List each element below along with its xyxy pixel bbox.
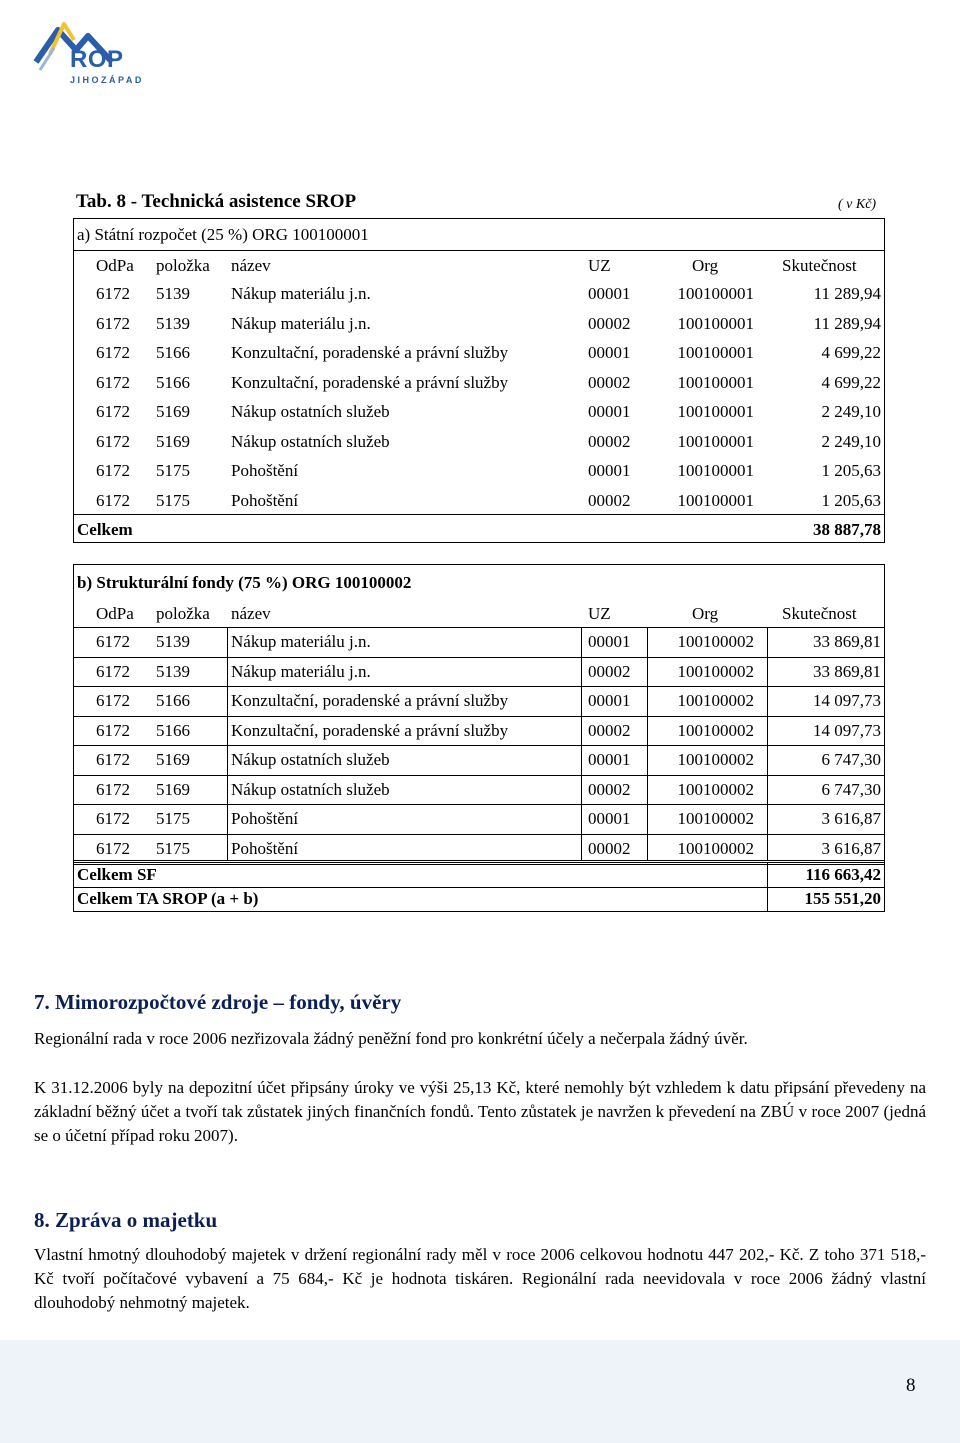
cell-skutecnost: 14 097,73 [813,720,881,740]
col-odpa: OdPa [96,604,134,623]
cell-org: 100100001 [677,431,754,451]
cell-odpa: 6172 [96,661,130,681]
cell-nazev: Nákup ostatních služeb [231,431,390,451]
cell-odpa: 6172 [96,402,130,421]
cell-odpa: 6172 [96,431,130,451]
cell-nazev: Nákup ostatních služeb [231,779,390,799]
col-nazev: název [231,604,271,623]
page-footer [0,1340,960,1443]
divider [74,627,884,628]
cell-polozka: 5166 [156,720,190,740]
cell-uz: 00001 [588,750,631,769]
divider [74,775,884,776]
cell-polozka: 5166 [156,372,190,392]
cell-polozka: 5166 [156,343,190,362]
cell-nazev: Nákup materiálu j.n. [231,284,371,303]
cell-odpa: 6172 [96,838,130,858]
table-row [74,338,884,367]
table-row [74,745,884,774]
cell-skutecnost: 1 205,63 [821,490,881,510]
cell-odpa: 6172 [96,490,130,510]
cell-polozka: 5169 [156,750,190,769]
table-row [74,427,884,456]
cell-polozka: 5169 [156,431,190,451]
cell-odpa: 6172 [96,313,130,333]
cell-skutecnost: 3 616,87 [821,838,881,858]
cell-org: 100100001 [677,343,754,362]
table-state-budget [73,218,885,543]
logo-subtitle: JIHOZÁPAD [70,75,144,85]
cell-skutecnost: 3 616,87 [821,809,881,828]
cell-nazev: Konzultační, poradenské a právní služby [231,691,509,710]
divider [647,627,648,861]
divider [74,834,884,835]
divider [74,887,884,888]
total-ta-value: 155 551,20 [804,889,881,908]
cell-org: 100100001 [677,402,754,421]
table-header [74,599,884,628]
cell-odpa: 6172 [96,809,130,828]
cell-uz: 00002 [588,313,631,333]
cell-polozka: 5169 [156,779,190,799]
totals-box [73,862,885,912]
cell-nazev: Nákup ostatních služeb [231,750,390,769]
cell-skutecnost: 2 249,10 [821,402,881,421]
cell-skutecnost: 14 097,73 [813,691,881,710]
cell-org: 100100002 [677,838,754,858]
cell-skutecnost: 1 205,63 [821,461,881,480]
cell-uz: 00001 [588,343,631,362]
total-a-value: 38 887,78 [813,520,881,539]
table-row [74,456,884,485]
cell-polozka: 5139 [156,313,190,333]
table-row [74,775,884,804]
cell-nazev: Nákup materiálu j.n. [231,632,371,651]
cell-odpa: 6172 [96,779,130,799]
cell-nazev: Pohoštění [231,490,299,510]
divider [767,627,768,861]
cell-org: 100100002 [677,779,754,799]
cell-uz: 00002 [588,490,631,510]
cell-uz: 00002 [588,431,631,451]
cell-skutecnost: 4 699,22 [821,343,881,362]
table-structural-funds [73,564,885,865]
cell-org: 100100002 [677,809,754,828]
col-odpa: OdPa [96,256,134,275]
cell-nazev: Nákup materiálu j.n. [231,313,371,333]
col-uz: UZ [588,256,611,275]
cell-odpa: 6172 [96,461,130,480]
table-row [74,368,884,397]
cell-odpa: 6172 [96,720,130,740]
col-skutecnost: Skutečnost [782,256,857,275]
cell-uz: 00002 [588,779,631,799]
cell-odpa: 6172 [96,343,130,362]
total-ta-label: Celkem TA SROP (a + b) [77,889,259,908]
cell-polozka: 5139 [156,632,190,651]
cell-skutecnost: 33 869,81 [813,661,881,681]
cell-polozka: 5139 [156,661,190,681]
divider [767,863,768,911]
cell-skutecnost: 11 289,94 [813,313,881,333]
cell-org: 100100001 [677,284,754,303]
cell-nazev: Konzultační, poradenské a právní služby [231,343,509,362]
table-row [74,309,884,338]
cell-uz: 00001 [588,402,631,421]
cell-org: 100100002 [677,720,754,740]
cell-org: 100100001 [677,461,754,480]
cell-polozka: 5166 [156,691,190,710]
cell-org: 100100002 [677,750,754,769]
col-org: Org [692,256,719,275]
cell-uz: 00001 [588,461,631,480]
table-title: Tab. 8 - Technická asistence SROP [76,191,357,212]
cell-org: 100100001 [677,490,754,510]
cell-org: 100100002 [677,632,754,651]
cell-odpa: 6172 [96,691,130,710]
table-row [74,804,884,833]
col-org: Org [692,604,719,623]
cell-org: 100100002 [677,661,754,681]
section-7-para-1: Regionální rada v roce 2006 nezřizovala žádný peněžní fond pro konkrétní účely a nečerpala žádný úvěr. [34,1029,748,1048]
cell-polozka: 5139 [156,284,190,303]
col-polozka: položka [156,256,210,275]
page-number: 8 [906,1375,916,1396]
cell-org: 100100002 [677,691,754,710]
cell-skutecnost: 33 869,81 [813,632,881,651]
cell-polozka: 5175 [156,838,190,858]
cell-uz: 00001 [588,284,631,303]
col-uz: UZ [588,604,611,623]
cell-odpa: 6172 [96,750,130,769]
divider [74,860,884,861]
cell-skutecnost: 4 699,22 [821,372,881,392]
cell-nazev: Nákup materiálu j.n. [231,661,371,681]
total-a-label: Celkem [77,520,133,539]
col-nazev: název [231,256,271,275]
col-polozka: položka [156,604,210,623]
logo-text: ROP [70,46,124,73]
divider [74,686,884,687]
table-row [74,657,884,686]
divider [74,514,884,515]
section-7-para-2: K 31.12.2006 byly na depozitní účet připsány úroky ve výši 25,13 Kč, které nemohly být vzhledem k datu připsání převedeny na základní běžný účet a tvoří tak zůstatek jiných finančních fondů. Tento zůstatek je navržen k převedení na ZBÚ v roce 2007 (jedná se o účetní případ roku 2007). [34,1078,926,1145]
table-header [74,251,884,280]
col-skutecnost: Skutečnost [782,604,857,623]
cell-nazev: Konzultační, poradenské a právní služby [231,372,509,392]
section-8-para-1: Vlastní hmotný dlouhodobý majetek v držení regionální rady měl v roce 2006 celkovou hodnotu 447 202,- Kč. Z toho 371 518,- Kč tvoří počítačové vybavení a 75 684,- Kč je hodnota tiskáren. Regionální rada neevidovala v roce 2006 žádný vlastní dlouhodobý nehmotný majetek. [34,1245,926,1312]
section-7-heading: 7. Mimorozpočtové zdroje – fondy, úvěry [34,990,402,1014]
cell-org: 100100001 [677,313,754,333]
cell-odpa: 6172 [96,372,130,392]
table-row [74,397,884,426]
cell-polozka: 5175 [156,461,190,480]
cell-polozka: 5169 [156,402,190,421]
cell-nazev: Pohoštění [231,461,299,480]
table-row [74,686,884,715]
divider [74,745,884,746]
table-row [74,279,884,308]
cell-polozka: 5175 [156,809,190,828]
cell-uz: 00001 [588,809,631,828]
divider [74,657,884,658]
cell-skutecnost: 11 289,94 [813,284,881,303]
cell-nazev: Pohoštění [231,838,299,858]
cell-nazev: Pohoštění [231,809,299,828]
cell-polozka: 5175 [156,490,190,510]
cell-org: 100100001 [677,372,754,392]
unit-label: ( v Kč) [838,197,877,212]
section-b-title: b) Strukturální fondy (75 %) ORG 100100002 [77,573,412,592]
divider [74,804,884,805]
cell-nazev: Konzultační, poradenské a právní služby [231,720,509,740]
cell-uz: 00002 [588,372,631,392]
table-row [74,834,884,863]
cell-nazev: Nákup ostatních služeb [231,402,390,421]
cell-skutecnost: 6 747,30 [821,779,881,799]
divider [581,627,582,861]
cell-odpa: 6172 [96,632,130,651]
divider [74,716,884,717]
total-sf-label: Celkem SF [77,865,157,884]
total-sf-value: 116 663,42 [805,865,881,884]
table-row [74,627,884,656]
cell-odpa: 6172 [96,284,130,303]
section-a-title: a) Státní rozpočet (25 %) ORG 100100001 [77,225,369,244]
cell-uz: 00001 [588,632,631,651]
cell-uz: 00002 [588,661,631,681]
cell-uz: 00001 [588,691,631,710]
cell-skutecnost: 6 747,30 [821,750,881,769]
section-8-heading: 8. Zpráva o majetku [34,1208,218,1232]
cell-uz: 00002 [588,720,631,740]
cell-uz: 00002 [588,838,631,858]
divider [227,627,228,861]
cell-skutecnost: 2 249,10 [821,431,881,451]
table-row [74,716,884,745]
table-row [74,486,884,515]
